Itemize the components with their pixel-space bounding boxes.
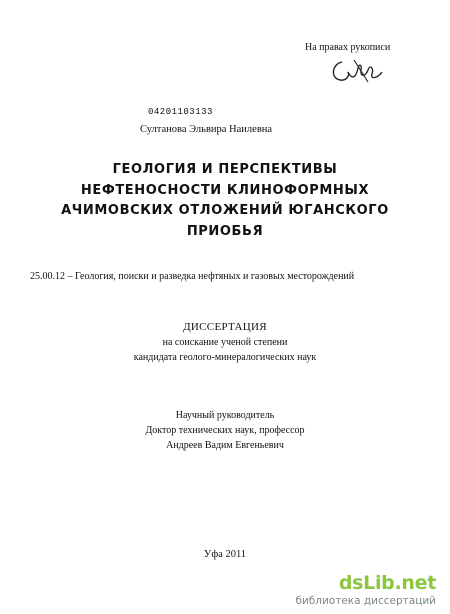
- watermark-logo: dsLib.net: [338, 572, 436, 594]
- title-line: ГЕОЛОГИЯ И ПЕРСПЕКТИВЫ: [112, 162, 338, 177]
- title-line: АЧИМОВСКИХ ОТЛОЖЕНИЙ ЮГАНСКОГО: [61, 203, 389, 218]
- supervisor-name: Андреев Вадим Евгеньевич: [166, 440, 284, 451]
- degree-line: на соискание ученой степени: [162, 337, 288, 348]
- watermark-subtitle: библиотека диссертаций: [295, 595, 436, 607]
- rights-label: На правах рукописи: [305, 42, 391, 53]
- title-line: НЕФТЕНОСНОСТИ КЛИНОФОРМНЫХ: [80, 182, 370, 198]
- title-line: ПРИОБЬЯ: [186, 223, 264, 239]
- degree-field: кандидата геолого-минералогических наук: [133, 352, 317, 363]
- dissertation-heading: ДИССЕРТАЦИЯ: [183, 321, 267, 333]
- document-code: 04201103133: [148, 107, 213, 117]
- specialty-code: 25.00.12 – Геология, поиски и разведка нефтяных и газовых месторождений: [30, 271, 355, 282]
- supervisor-degree: Доктор технических наук, профессор: [145, 425, 305, 436]
- handwritten-signature: [328, 54, 384, 88]
- dissertation-block: [0, 320, 450, 365]
- author-name: Султанова Эльвира Наилевна: [140, 124, 273, 135]
- supervisor-block: [0, 408, 450, 453]
- supervisor-role: Научный руководитель: [175, 410, 275, 421]
- thesis-title: [50, 160, 400, 242]
- city-year: Уфа 2011: [203, 549, 247, 560]
